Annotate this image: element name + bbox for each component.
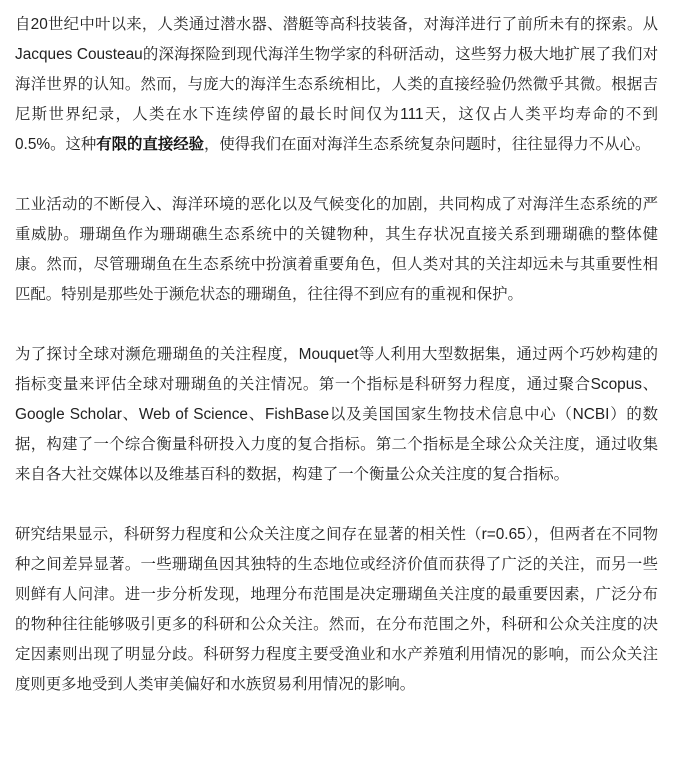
paragraph-results: 研究结果显示，科研努力程度和公众关注度之间存在显著的相关性（r=0.65），但两者在不同物种之间差异显著。一些珊瑚鱼因其独特的生态地位或经济价值而获得了广泛的关注，而另一些则鲜有人问津。进一步分析发现，地理分布范围是决定珊瑚鱼关注度的最重要因素，广泛分布的物种往往能够吸引更多的科研和公众关注。然而，在分布范围之外，科研和公众关注度的决定因素则出现了明显分歧。科研努力程度主要受渔业和水产养殖利用情况的影响，而公众关注度则更多地受到人类审美偏好和水族贸易利用情况的影响。 [15,526,658,693]
paragraph-text: ，使得我们在面对海洋生态系统复杂问题时，往往显得力不从心。 [204,136,651,153]
bold-emphasis: 有限的直接经验 [96,136,205,153]
paragraph-methods: 为了探讨全球对濒危珊瑚鱼的关注程度，Mouquet等人利用大型数据集，通过两个巧妙构建的指标变量来评估全球对珊瑚鱼的关注情况。第一个指标是科研努力程度，通过聚合Scopus、Google Scholar、Web of Science、FishBase以及美国国家生物技术信息中心（NCBI）的数据，构建了一个综合衡量科研投入力度的复合指标。第二个指标是全球公众关注度，通过收集来自各大社交媒体以及维基百科的数据，构建了一个衡量公众关注度的复合指标。 [15,346,658,483]
paragraph-threats: 工业活动的不断侵入、海洋环境的恶化以及气候变化的加剧，共同构成了对海洋生态系统的严重威胁。珊瑚鱼作为珊瑚礁生态系统中的关键物种，其生存状况直接关系到珊瑚礁的整体健康。然而，尽管珊瑚鱼在生态系统中扮演着重要角色，但人类对其的关注却远未与其重要性相匹配。特别是那些处于濒危状态的珊瑚鱼，往往得不到应有的重视和保护。 [15,196,658,303]
paragraph-text: 自20世纪中叶以来，人类通过潜水器、潜艇等高科技装备，对海洋进行了前所未有的探索。从Jacques Cousteau的深海探险到现代海洋生物学家的科研活动，这些努力极大地扩展了我们对海洋世界的认知。然而，与庞大的海洋生态系统相比，人类的直接经验仍然微乎其微。根据吉尼斯世界纪录，人类在水下连续停留的最长时间仅为111天，这仅占人类平均寿命的不到0.5%。这种 [15,16,658,153]
paragraph-intro [15,10,658,160]
